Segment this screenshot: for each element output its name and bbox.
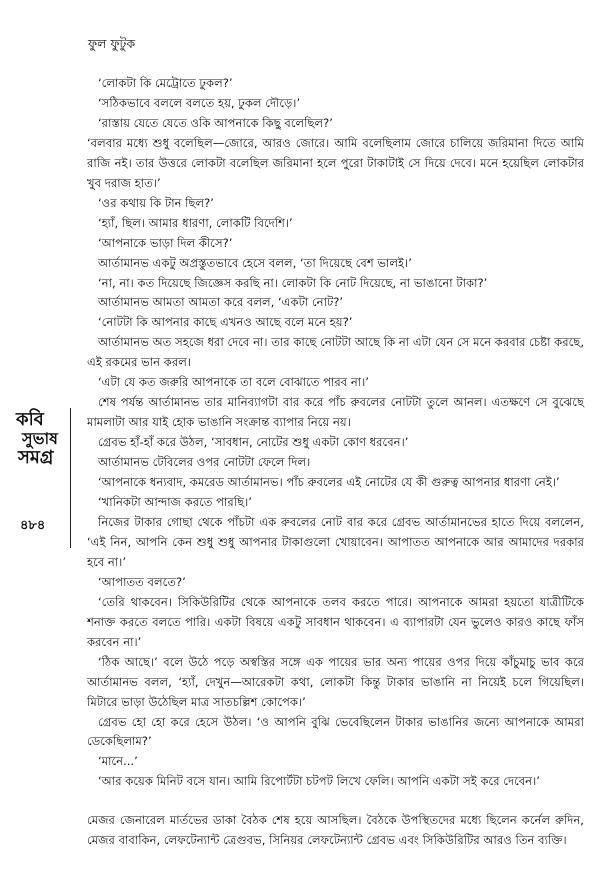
paragraph: ‘ওর কথায় কি টান ছিল?’ [98, 195, 214, 210]
paragraph: আর্তামানভ আমতা আমতা করে বলল, ‘একটা নোট?’ [98, 295, 344, 310]
paragraph: ‘তেরি থাকবেন। সিকিউরিটির থেকে আপনাকে তলব করতে পারে। আপনাকে আমরা হয়তো যাত্রীটিকে শনাক্ত করতে বলতে পারি। একটা বিষয়ে একটু সাবধান থাকবেন। এ ব্যাপারটা যেন ভুলেও কারও কাছে ফাঁস করবেন না।’ [87, 594, 584, 649]
paragraph: ‘সঠিকভাবে বললে বলতে হয়, ঢুকল দৌড়ে।’ [98, 95, 301, 110]
paragraph: নিজের টাকার গোছা থেকে পাঁচটা এক রুবলের নোট বার করে গ্রেবভ আর্তামানভের হাতে দিয়ে বললেন, ‘এই নিন, আপনি কেন শুধু শুধু আপনার টাকাগুলো খোয়াবেন। আপাতত আপনাকে আর আমাদের দরকার হবে না।’ [87, 514, 584, 569]
paragraph: আর্তামানভ একটু অপ্রস্তুতভাবে হেসে বলল, ‘তা দিয়েছে বেশ ভালই।’ [98, 255, 412, 270]
paragraph: ‘আপনাকে ধন্যবাদ, কমরেড আর্তামানভ। পাঁচ রুবলের এই নোটের যে কী গুরুত্ব আপনার ধারণা নেই।’ [98, 475, 560, 490]
paragraph: ‘রাস্তায় যেতে যেতে ওকি আপনাকে কিছু বলেছিল?’ [98, 115, 333, 130]
paragraph: গ্রেবভ হো হো করে হেসে উঠল। ‘ও আপনি বুঝি ভেবেছিলেন টাকার ভাঙানির জন্যে আপনাকে আমরা ডেকেছিলাম?’ [87, 714, 584, 749]
side-divider [70, 408, 71, 548]
paragraph: ‘খানিকটা আন্দাজ করতে পারছি।’ [98, 495, 252, 510]
paragraph: গ্রেবভ হাঁ-হাঁ করে উঠল, ‘সাবধান, নোটের শুধু একটা কোণ ধরবেন।’ [98, 435, 409, 450]
paragraph: ‘নোটটা কি আপনার কাছে এখনও আছে বলে মনে হয়?’ [98, 315, 353, 330]
paragraph: ‘আর কয়েক মিনিট বসে যান। আমি রিপোর্টটা চটপট লিখে ফেলি। আপনি একটা সই করে দেবেন।’ [98, 774, 540, 789]
paragraph: আর্তামানভ টেবিলের ওপর নোটটা ফেলে দিল। [98, 455, 311, 470]
paragraph: ‘লোকটা কি মেট্রোতে ঢুকল?’ [98, 76, 233, 90]
running-header: ফুল ফুটুক [88, 36, 136, 51]
paragraph: আর্তামানভ অত সহজে ধরা দেবে না। তার কাছে নোটটা আছে কি না এটা যেন সে মনে করবার চেষ্টা করছে, এই রকমের ভান করল। [87, 335, 584, 370]
body-text [87, 74, 584, 851]
paragraph: শেষ পর্যন্ত আর্তামানভ তার মানিব্যাগটা বার করে পাঁচ রুবলের নোটটা তুলে আনল। এতক্ষণে সে বুঝেছে মামলাটা আর যাই হোক ভাঙানি সংক্রান্ত ব্যাপার নিয়ে নয়। [87, 395, 584, 430]
paragraph: ‘হ্যাঁ, ছিল। আমার ধারণা, লোকটি বিদেশি।’ [98, 215, 293, 230]
paragraph: ‘না, না। কত দিয়েছে জিজ্ঞেস করছি না। লোকটা কি নোট দিয়েছে, না ভাঙানো টাকা?’ [98, 275, 488, 290]
paragraph: ‘আপনাকে ভাড়া দিল কীসে?’ [98, 235, 233, 250]
page-number: ৪৮৪ [20, 518, 46, 533]
paragraph: ‘বলবার মধ্যে শুধু বলেছিল—জোরে, আরও জোরে। আমি বলেছিলাম জোরে চালিয়ে জরিমানা দিতে আমি রাজি নই। তার উত্তরে লোকটা বলেছিল জরিমানা হলে পুরো টাকাটাই সে দিয়ে দেবে। মনে হয়েছিল লোকটার খুব দরাজ হাত।’ [87, 135, 584, 190]
paragraph: মেজর জেনারেল মার্তভের ডাকা বৈঠক শেষ হয়ে আসছিল। বৈঠকে উপস্থিতদের মধ্যে ছিলেন কর্নেল রুদিন, মেজর বাবাকিন, লেফটেন্যান্ট ত্রেগুবভ, সিনিয়র লেফটেন্যান্ট গ্রেবভ এবং সিকিউরিটির আরও তিন ব্যক্তি। [87, 813, 584, 848]
paragraph: ‘মানে...’ [98, 754, 138, 769]
book-logo: কবি সুভাষ সমগ্র [16, 409, 58, 468]
paragraph: ‘এটা যে কত জরুরি আপনাকে তা বলে বোঝাতে পারব না।’ [98, 375, 369, 390]
paragraph: ‘ঠিক আছে।’ বলে উঠে পড়ে অস্বস্তির সঙ্গে এক পায়ের ভার অন্য পায়ের ওপর দিয়ে কাঁচুমাচু ভাব করে আর্তামানভ বলল, ‘হ্যাঁ, দেখুন—আরেকটা কথা, লোকটা কিন্তু টাকার ভাঙানি না নিয়েই চলে গিয়েছিল। মিটারে ভাড়া উঠেছিল মাত্র সাতচল্লিশ কোপেক।’ [87, 654, 584, 709]
paragraph: ‘আপাতত বলতে?’ [98, 574, 186, 589]
